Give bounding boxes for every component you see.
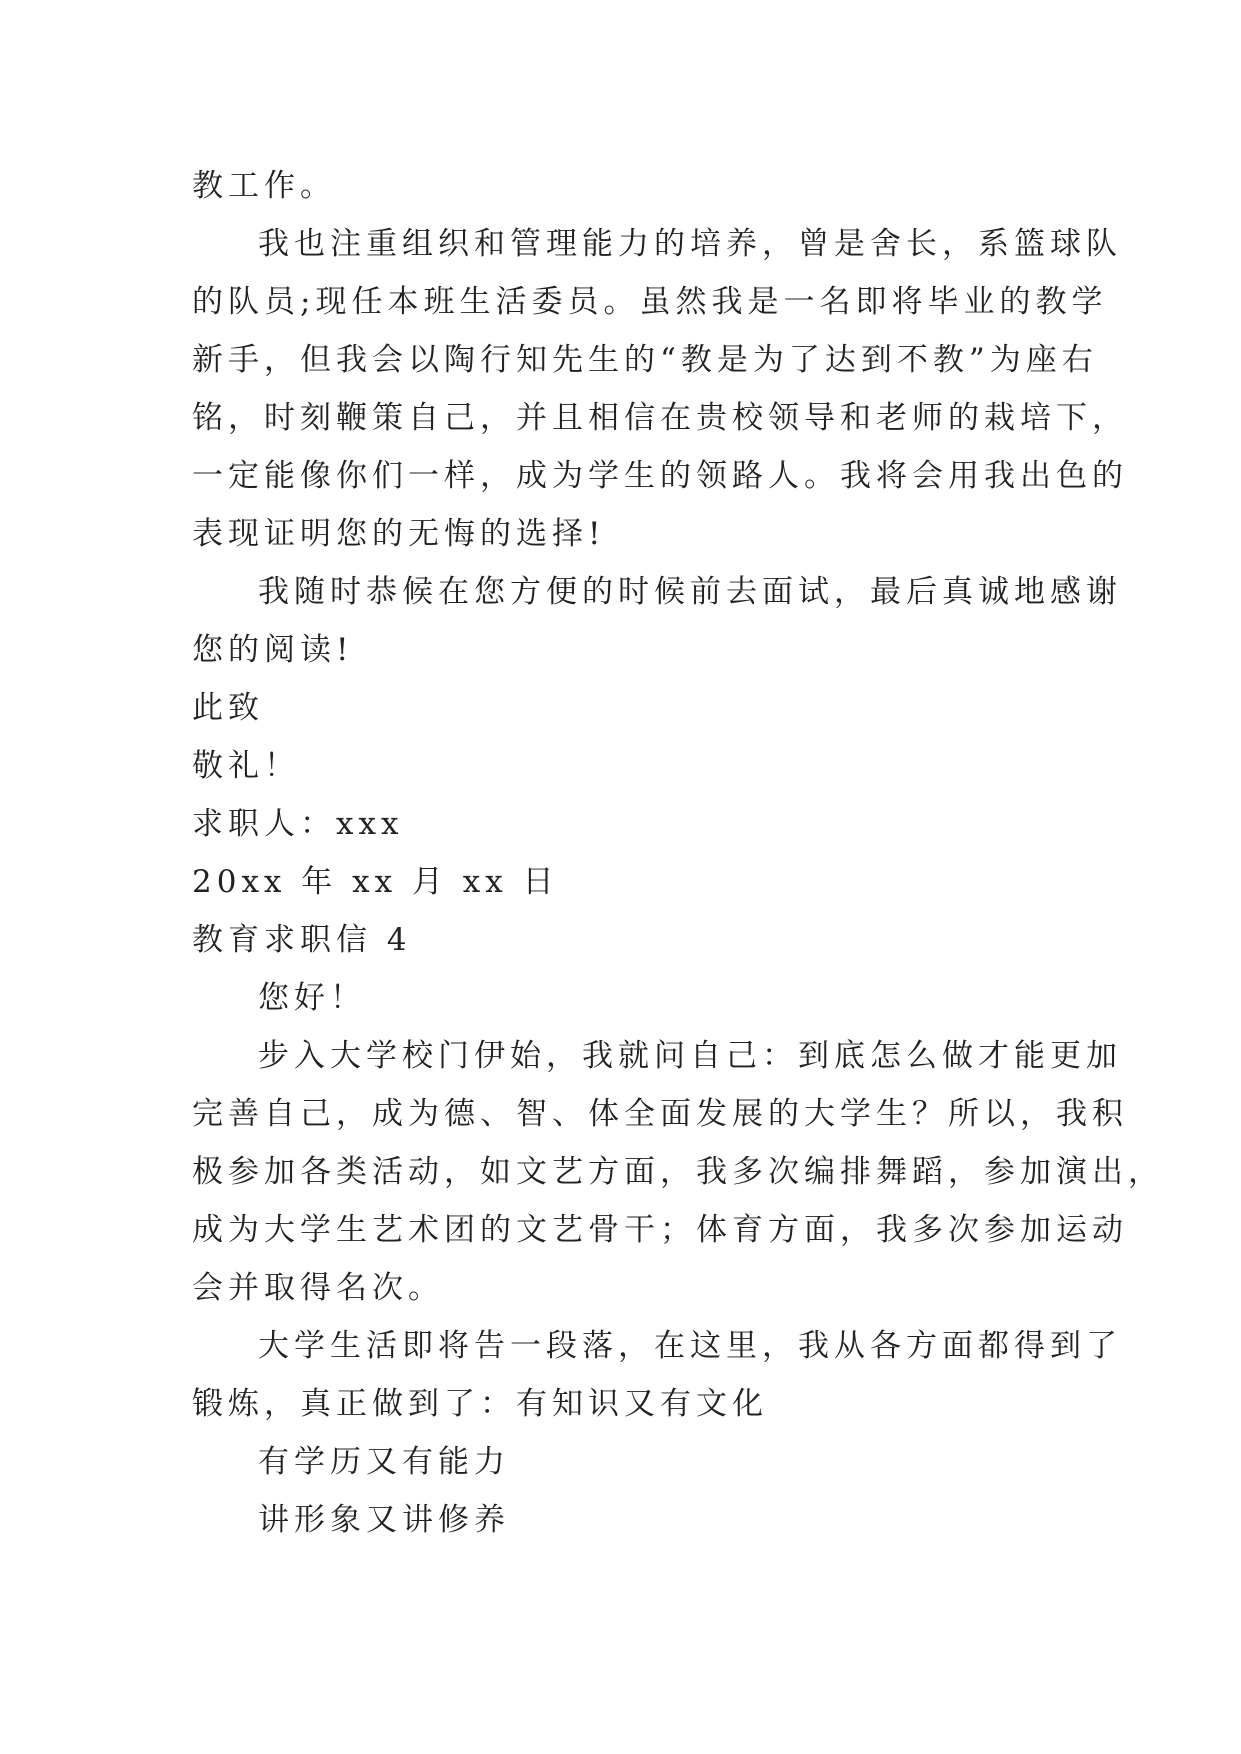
text-line: 您的阅读! bbox=[192, 632, 354, 668]
text-line: 一定能像你们一样，成为学生的领路人。我将会用我出色的 bbox=[192, 458, 1128, 494]
text-line: 极参加各类活动，如文艺方面，我多次编排舞蹈，参加演出， bbox=[192, 1154, 1164, 1190]
text-line: 有学历又有能力 bbox=[258, 1444, 510, 1480]
signature-line: 求职人：xxx bbox=[192, 806, 404, 842]
text-line: 讲形象又讲修养 bbox=[258, 1502, 510, 1538]
greeting-line: 您好！ bbox=[258, 980, 366, 1016]
closing-line: 敬礼！ bbox=[192, 748, 300, 784]
section-title: 教育求职信 4 bbox=[192, 922, 412, 958]
date-line: 20xx 年 xx 月 xx 日 bbox=[192, 864, 559, 900]
text-line: 成为大学生艺术团的文艺骨干；体育方面，我多次参加运动 bbox=[192, 1212, 1128, 1248]
text-line: 步入大学校门伊始，我就问自己：到底怎么做才能更加 bbox=[258, 1038, 1122, 1074]
text-line: 大学生活即将告一段落，在这里，我从各方面都得到了 bbox=[258, 1328, 1122, 1364]
text-line: 我随时恭候在您方便的时候前去面试，最后真诚地感谢 bbox=[258, 574, 1122, 610]
text-line: 会并取得名次。 bbox=[192, 1270, 444, 1306]
text-line: 铭，时刻鞭策自己，并且相信在贵校领导和老师的栽培下， bbox=[192, 400, 1128, 436]
text-line: 新手，但我会以陶行知先生的“教是为了达到不教”为座右 bbox=[192, 342, 1098, 378]
text-line: 我也注重组织和管理能力的培养，曾是舍长，系篮球队 bbox=[258, 226, 1122, 262]
text-line: 的队员;现任本班生活委员。虽然我是一名即将毕业的教学 bbox=[192, 284, 1108, 320]
closing-line: 此致 bbox=[192, 690, 264, 726]
text-line: 完善自己，成为德、智、体全面发展的大学生？所以，我积 bbox=[192, 1096, 1128, 1132]
text-line: 锻炼，真正做到了：有知识又有文化 bbox=[192, 1386, 768, 1422]
text-line: 教工作。 bbox=[192, 168, 336, 204]
text-line: 表现证明您的无悔的选择! bbox=[192, 516, 606, 552]
